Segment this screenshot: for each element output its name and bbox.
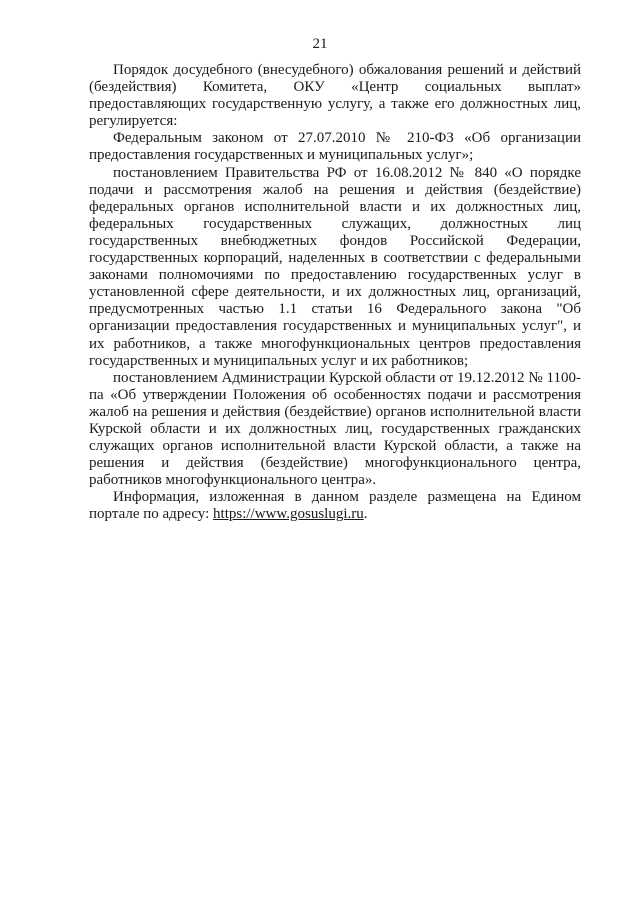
- portal-info-text: Информация, изложенная в данном разделе размещена на Едином портале по адресу:: [89, 489, 581, 523]
- gosuslugi-link[interactable]: https://www.gosuslugi.ru: [213, 506, 364, 523]
- paragraph-federal-law: Федеральным законом от 27.07.2010 № 210-ФЗ «Об организации предоставления государственных и муниципальных услуг»;: [89, 130, 581, 164]
- portal-info-end: .: [363, 506, 368, 523]
- page-number: 21: [312, 36, 328, 52]
- paragraph-portal-info: [89, 489, 581, 523]
- paragraph-government-decree: постановлением Правительства РФ от 16.08.2012 № 840 «О порядке подачи и рассмотрения жалоб на решения и действия (бездействие) федеральных органов исполнительной власти и их должностных лиц, федеральных государственных служащих, должностных лиц государственных внебюджетных фондов Российской Федерации, государственных корпораций, наделенных в соответствии с федеральными законами полномочиями по предоставлению государственных услуг в установленной сфере деятельности, и их должностных лиц, организаций, предусмотренных частью 1.1 статьи 16 Федерального закона "Об организации предоставления государственных и муниципальных услуг", и их работников, а также многофункциональных центров предоставления государственных и муниципальных услуг и их работников;: [89, 164, 581, 369]
- paragraph-appeal-procedure: Порядок досудебного (внесудебного) обжалования решений и действий (бездействия) Комитета, ОКУ «Центр социальных выплат» предоставляющих государственную услугу, а также его должностных лиц, регулируется:: [89, 62, 581, 130]
- paragraph-regional-decree: постановлением Администрации Курской области от 19.12.2012 № 1100-па «Об утверждении Положения об особенностях подачи и рассмотрения жалоб на решения и действия (бездействие) органов исполнительной власти Курской области и их должностных лиц, государственных гражданских служащих органов исполнительной власти Курской области, а также на решения и действия (бездействие) многофункционального центра, работников многофункционального центра».: [89, 369, 581, 489]
- document-body: [89, 62, 581, 524]
